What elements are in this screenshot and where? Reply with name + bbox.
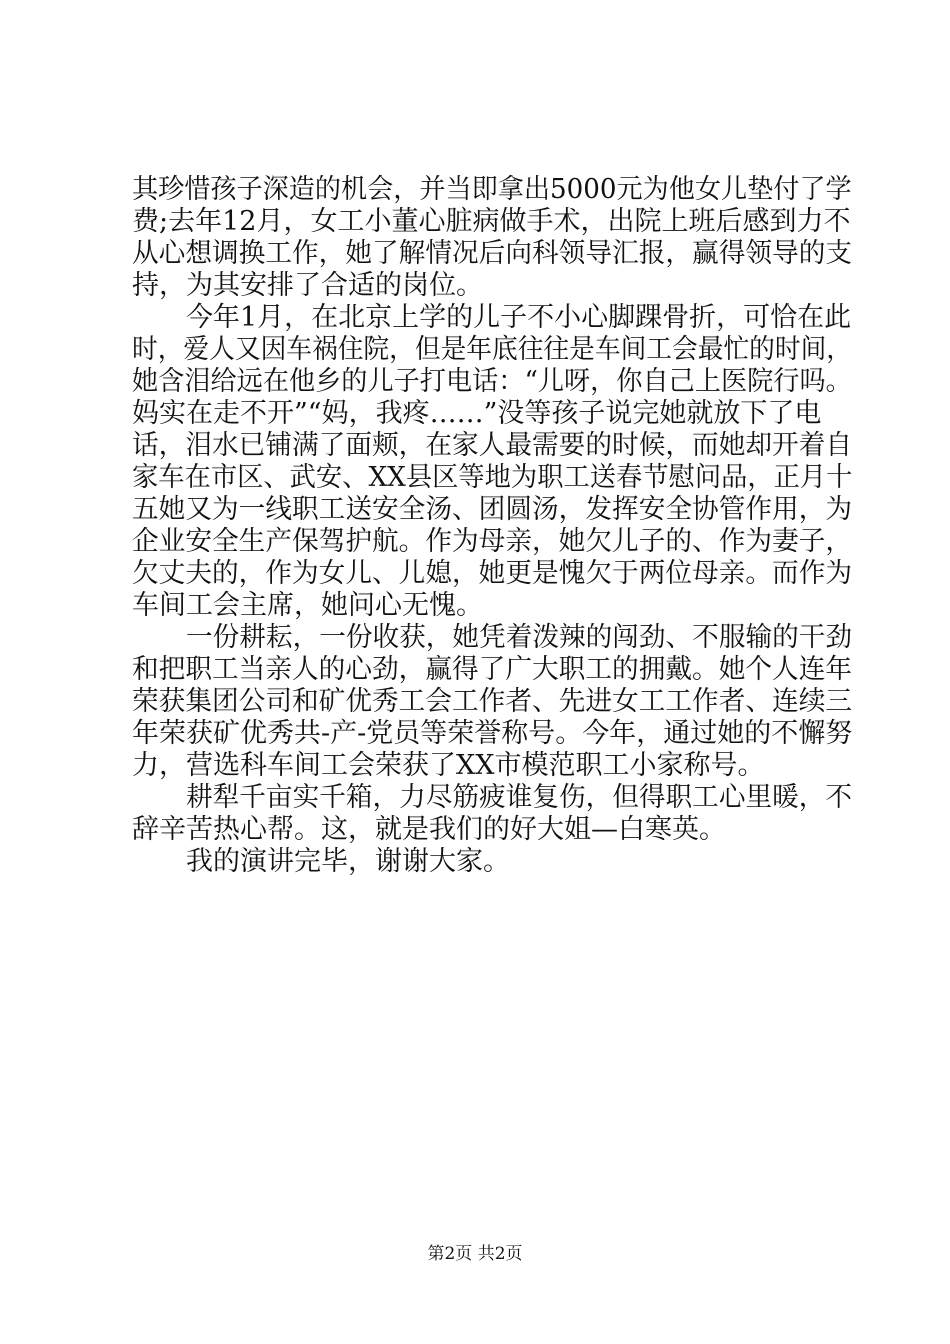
text-line: 辞辛苦热心帮。这，就是我们的好大姐—白寒英。 bbox=[132, 814, 726, 845]
text-line: 其珍惜孩子深造的机会，并当即拿出5000元为他女儿垫付了学 bbox=[132, 174, 852, 205]
text-line: 力，营选科车间工会荣获了XX市模范职工小家称号。 bbox=[132, 750, 765, 781]
text-line: 和把职工当亲人的心劲，赢得了广大职工的拥戴。她个人连年 bbox=[132, 654, 853, 685]
text-line: 年荣获矿优秀共-产-党员等荣誉称号。今年，通过她的不懈努 bbox=[132, 718, 853, 749]
text-line: 持，为其安排了合适的岗位。 bbox=[132, 270, 483, 301]
text-line: 话，泪水已铺满了面颊，在家人最需要的时候，而她却开着自 bbox=[132, 430, 853, 461]
text-line: 家车在市区、武安、XX县区等地为职工送春节慰问品，正月十 bbox=[132, 462, 853, 493]
text-line: 费;去年12月，女工小董心脏病做手术，出院上班后感到力不 bbox=[132, 206, 851, 237]
text-line: 荣获集团公司和矿优秀工会工作者、先进女工工作者、连续三 bbox=[132, 686, 853, 717]
text-line: 欠丈夫的，作为女儿、儿媳，她更是愧欠于两位母亲。而作为 bbox=[132, 558, 853, 589]
text-line: 企业安全生产保驾护航。作为母亲，她欠儿子的、作为妻子， bbox=[132, 526, 853, 557]
text-line: 今年1月，在北京上学的儿子不小心脚踝骨折，可恰在此 bbox=[186, 302, 852, 333]
text-line: 时，爱人又因车祸住院，但是年底往往是车间工会最忙的时间， bbox=[132, 334, 853, 365]
text-line: 耕犁千亩实千箱，力尽筋疲谁复伤，但得职工心里暖，不 bbox=[186, 782, 853, 813]
page-footer: 第2页 共2页 bbox=[427, 1244, 523, 1264]
text-line: 车间工会主席，她问心无愧。 bbox=[132, 590, 483, 621]
text-line: 她含泪给远在他乡的儿子打电话：“儿呀，你自己上医院行吗。 bbox=[132, 366, 852, 397]
text-line: 我的演讲完毕，谢谢大家。 bbox=[186, 846, 510, 877]
text-line: 一份耕耘，一份收获，她凭着泼辣的闯劲、不服输的干劲 bbox=[186, 622, 853, 653]
text-line: 从心想调换工作，她了解情况后向科领导汇报，赢得领导的支 bbox=[132, 238, 853, 269]
text-line: 五她又为一线职工送安全汤、团圆汤，发挥安全协管作用，为 bbox=[132, 494, 853, 525]
text-line: 妈实在走不开”“妈，我疼……”没等孩子说完她就放下了电 bbox=[132, 398, 822, 429]
